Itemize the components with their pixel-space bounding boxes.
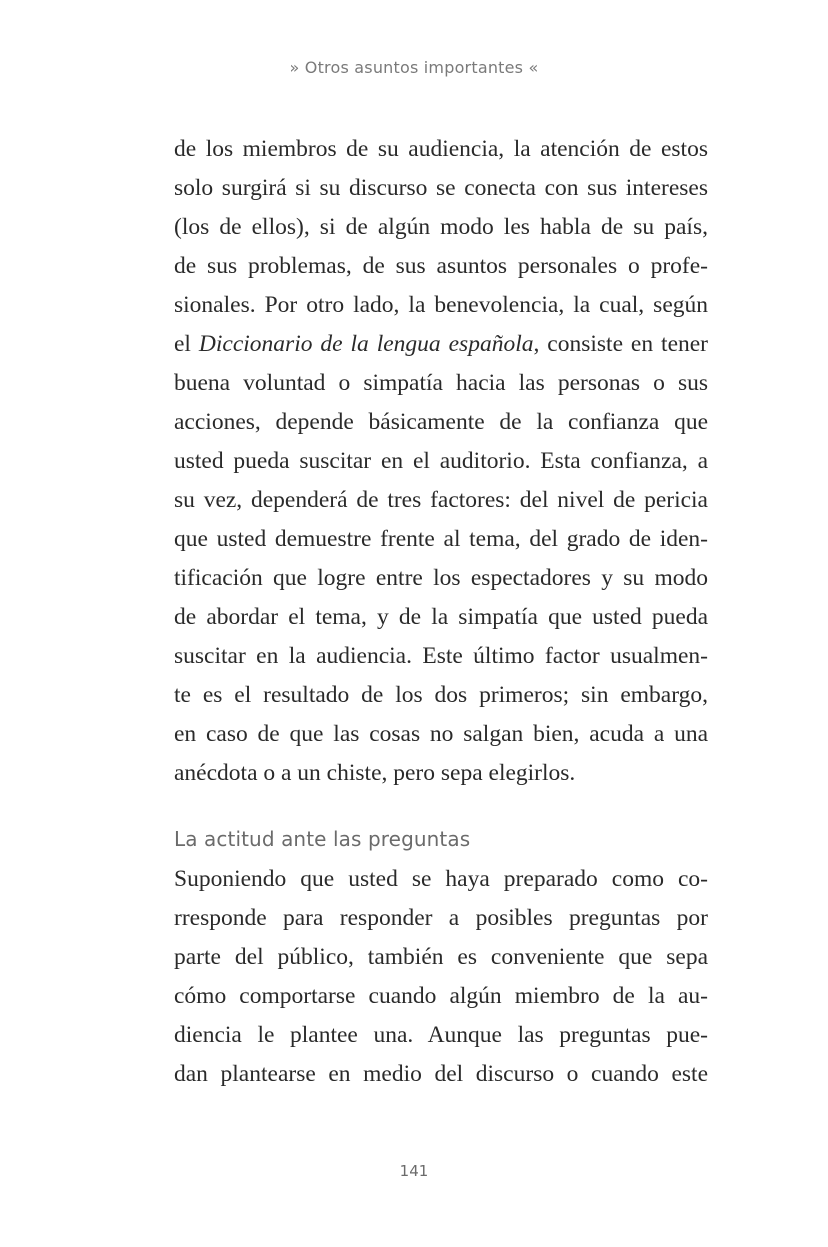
text-line: anécdota o a un chiste, pero sepa elegirlos. <box>174 760 576 786</box>
body-paragraph-2 <box>174 860 708 1094</box>
text-line: cómo comportarse cuando algún miembro de la au- <box>174 983 708 1009</box>
text-line: de abordar el tema, y de la simpatía que usted pueda <box>174 604 708 630</box>
text-line: usted pueda suscitar en el auditorio. Esta confianza, a <box>174 448 708 474</box>
text-line: su vez, dependerá de tres factores: del nivel de pericia <box>174 487 708 513</box>
running-header: » Otros asuntos importantes « <box>289 58 539 77</box>
text-line: (los de ellos), si de algún modo les habla de su país, <box>174 214 708 240</box>
text-line: diencia le plantee una. Aunque las preguntas pue- <box>174 1022 708 1048</box>
text-fragment: , consiste en tener <box>533 331 709 357</box>
dictionary-title-italic: Diccionario de la lengua española <box>198 331 534 357</box>
text-line: te es el resultado de los dos primeros; sin embargo, <box>174 682 708 708</box>
text-line: dan plantearse en medio del discurso o cuando este <box>174 1061 708 1087</box>
text-line: tificación que logre entre los espectadores y su modo <box>174 565 708 591</box>
section-heading: La actitud ante las preguntas <box>174 827 471 851</box>
text-line: solo surgirá si su discurso se conecta con sus intereses <box>174 175 708 201</box>
text-line: suscitar en la audiencia. Este último factor usualmen- <box>174 643 708 669</box>
text-line: sionales. Por otro lado, la benevolencia, la cual, según <box>174 292 708 318</box>
text-line: de sus problemas, de sus asuntos personales o profe- <box>174 253 708 279</box>
text-line: buena voluntad o simpatía hacia las personas o sus <box>174 370 708 396</box>
text-line: Suponiendo que usted se haya preparado como co- <box>174 866 708 892</box>
text-line: que usted demuestre frente al tema, del grado de iden- <box>174 526 708 552</box>
text-line-with-italic <box>174 325 708 364</box>
text-line: acciones, depende básicamente de la confianza que <box>174 409 708 435</box>
text-line: parte del público, también es conveniente que sepa <box>174 944 708 970</box>
text-fragment: el <box>174 331 191 357</box>
text-line: rresponde para responder a posibles preguntas por <box>174 905 708 931</box>
page-number: 141 <box>399 1162 429 1180</box>
text-line: en caso de que las cosas no salgan bien, acuda a una <box>174 721 708 747</box>
text-line: de los miembros de su audiencia, la atención de estos <box>174 136 708 162</box>
body-paragraph-1 <box>174 130 708 793</box>
